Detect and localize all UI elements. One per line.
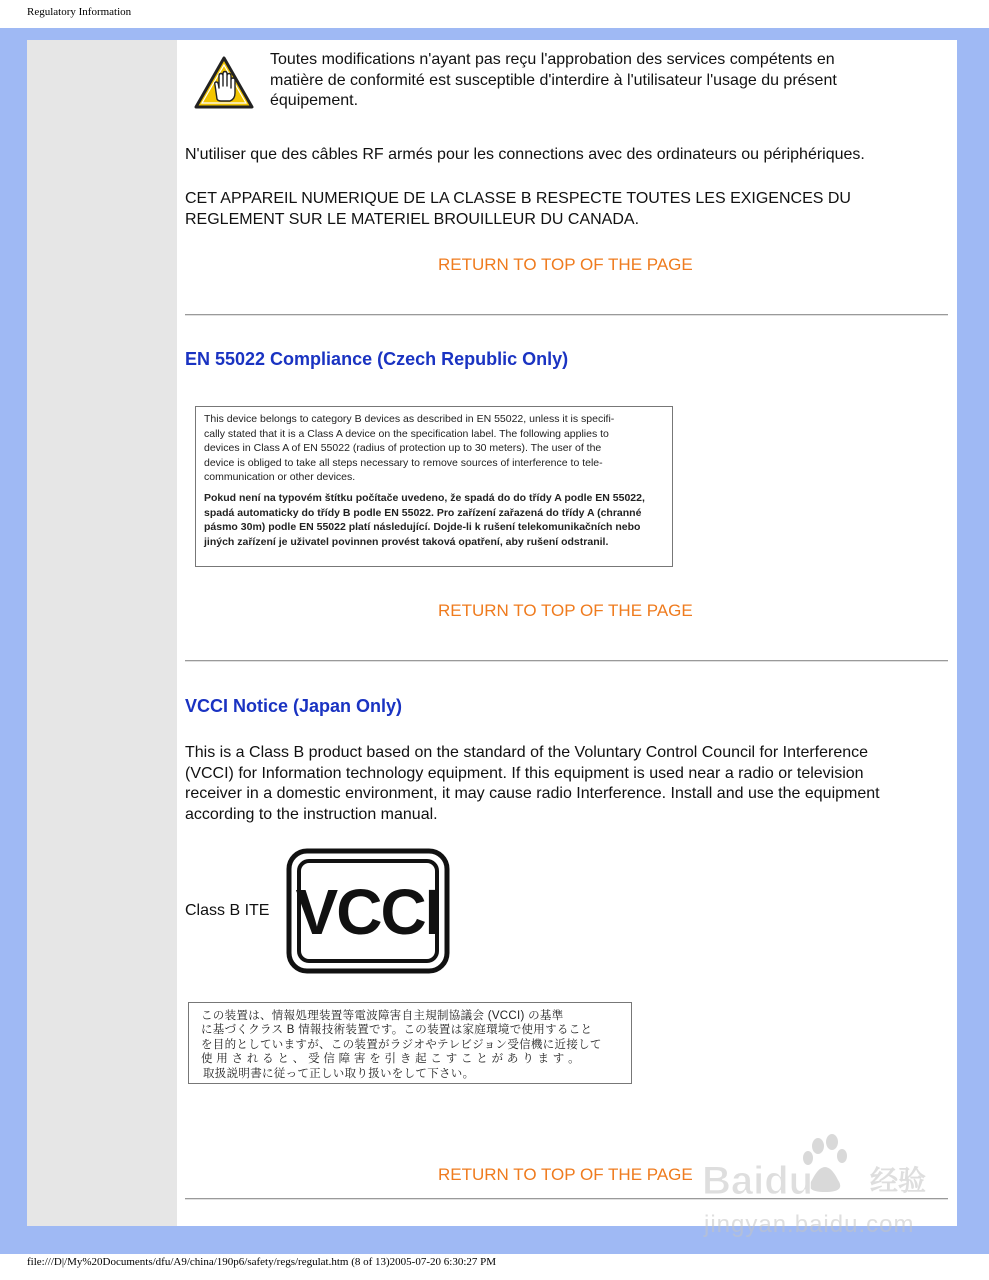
vcci-logo-text: VCCI [295, 876, 441, 948]
en55022-czech-line: Pokud není na typovém štítku počítače uvedeno, že spadá do do třídy A podle EN 55022, [204, 491, 645, 504]
watermark-brand-cn: 经验 [870, 1164, 927, 1197]
japanese-line: この装置は、情報処理装置等電波障害自主規制協議会 (VCCI) の基準 [201, 1010, 564, 1022]
return-to-top-link[interactable]: RETURN TO TOP OF THE PAGE [438, 601, 693, 620]
vcci-logo-icon [286, 848, 450, 974]
left-sidebar [27, 40, 177, 1226]
japanese-line: 取扱説明書に従って正しい取り扱いをして下さい。 [203, 1067, 475, 1080]
canada-line: REGLEMENT SUR LE MATERIEL BROUILLEUR DU CANADA. [185, 210, 640, 228]
cables-paragraph: N'utiliser que des câbles RF armés pour les connections avec des ordinateurs ou périphériques. [185, 146, 865, 163]
en55022-english-line: device is obliged to take all steps necessary to remove sources of interference to tele- [204, 456, 603, 469]
page-header-title: Regulatory Information [27, 6, 132, 18]
warning-line: matière de conformité est susceptible d'interdire à l'utilisateur l'usage du présent [270, 71, 837, 89]
vcci-heading: VCCI Notice (Japan Only) [185, 696, 403, 716]
japanese-line: に基づくクラス B 情報技術装置です。この装置は家庭環境で使用すること [201, 1024, 593, 1037]
warning-line: équipement. [270, 92, 359, 109]
en55022-notice-image [195, 406, 673, 567]
vcci-japanese-notice-image [188, 1002, 632, 1084]
section-divider [185, 660, 948, 662]
baidu-watermark-logo [700, 1132, 950, 1242]
return-to-top-link[interactable]: RETURN TO TOP OF THE PAGE [438, 1165, 693, 1184]
vcci-line: according to the instruction manual. [185, 805, 438, 823]
canada-paragraph [185, 189, 851, 230]
en55022-czech-line: jiných zařízení je uživatel povinnen provést taková opatření, aby rušení odstranil. [204, 535, 609, 548]
section-divider [185, 314, 948, 316]
en55022-english-line: cally stated that it is a Class A device on the specification label. The following applies to [204, 427, 609, 440]
en55022-english-line: communication or other devices. [204, 471, 356, 484]
en55022-czech-line: spadá automaticky do třídy B podle EN 55022. Pro zařízení zařazená do třídy A (chranné [204, 506, 642, 519]
page-footer-path: file:///D|/My%20Documents/dfu/A9/china/190p6/safety/regs/regulat.htm (8 of 13)2005-07-20 6:30:27 PM [27, 1256, 497, 1268]
en55022-heading: EN 55022 Compliance (Czech Republic Only) [185, 349, 569, 369]
warning-text [270, 50, 837, 112]
canada-line: CET APPAREIL NUMERIQUE DE LA CLASSE B RESPECTE TOUTES LES EXIGENCES DU [185, 190, 851, 207]
return-to-top-link[interactable]: RETURN TO TOP OF THE PAGE [438, 255, 693, 274]
vcci-paragraph [185, 743, 880, 825]
vcci-line: receiver in a domestic environment, it may cause radio Interference. Install and use the equipment [185, 785, 880, 802]
warning-line: Toutes modifications n'ayant pas reçu l'approbation des services compétents en [270, 51, 835, 68]
japanese-line: 使 用 さ れ る と 、 受 信 障 害 を 引 き 起 こ す こ と が あ り ま す 。 [201, 1053, 580, 1066]
japanese-line: を目的としていますが、この装置がラジオやテレビジョン受信機に近接して [201, 1038, 602, 1051]
en55022-czech-line: pásmo 30m) podle EN 55022 platí následující. Dojde-li k rušení telekomunikačních nebo [204, 521, 641, 534]
class-b-ite-label: Class B ITE [185, 902, 270, 919]
en55022-english-line: devices in Class A of EN 55022 (radius of protection up to 30 meters). The user of the [204, 442, 602, 455]
en55022-english-line: This device belongs to category B devices as described in EN 55022, unless it is specifi- [204, 413, 615, 425]
watermark-brand: Baidu [702, 1159, 814, 1203]
warning-hand-icon [193, 55, 255, 110]
vcci-line: (VCCI) for Information technology equipment. If this equipment is used near a radio or television [185, 764, 864, 782]
watermark-url: jingyan.baidu.com [704, 1211, 915, 1238]
vcci-line: This is a Class B product based on the standard of the Voluntary Control Council for Interference [185, 744, 869, 761]
